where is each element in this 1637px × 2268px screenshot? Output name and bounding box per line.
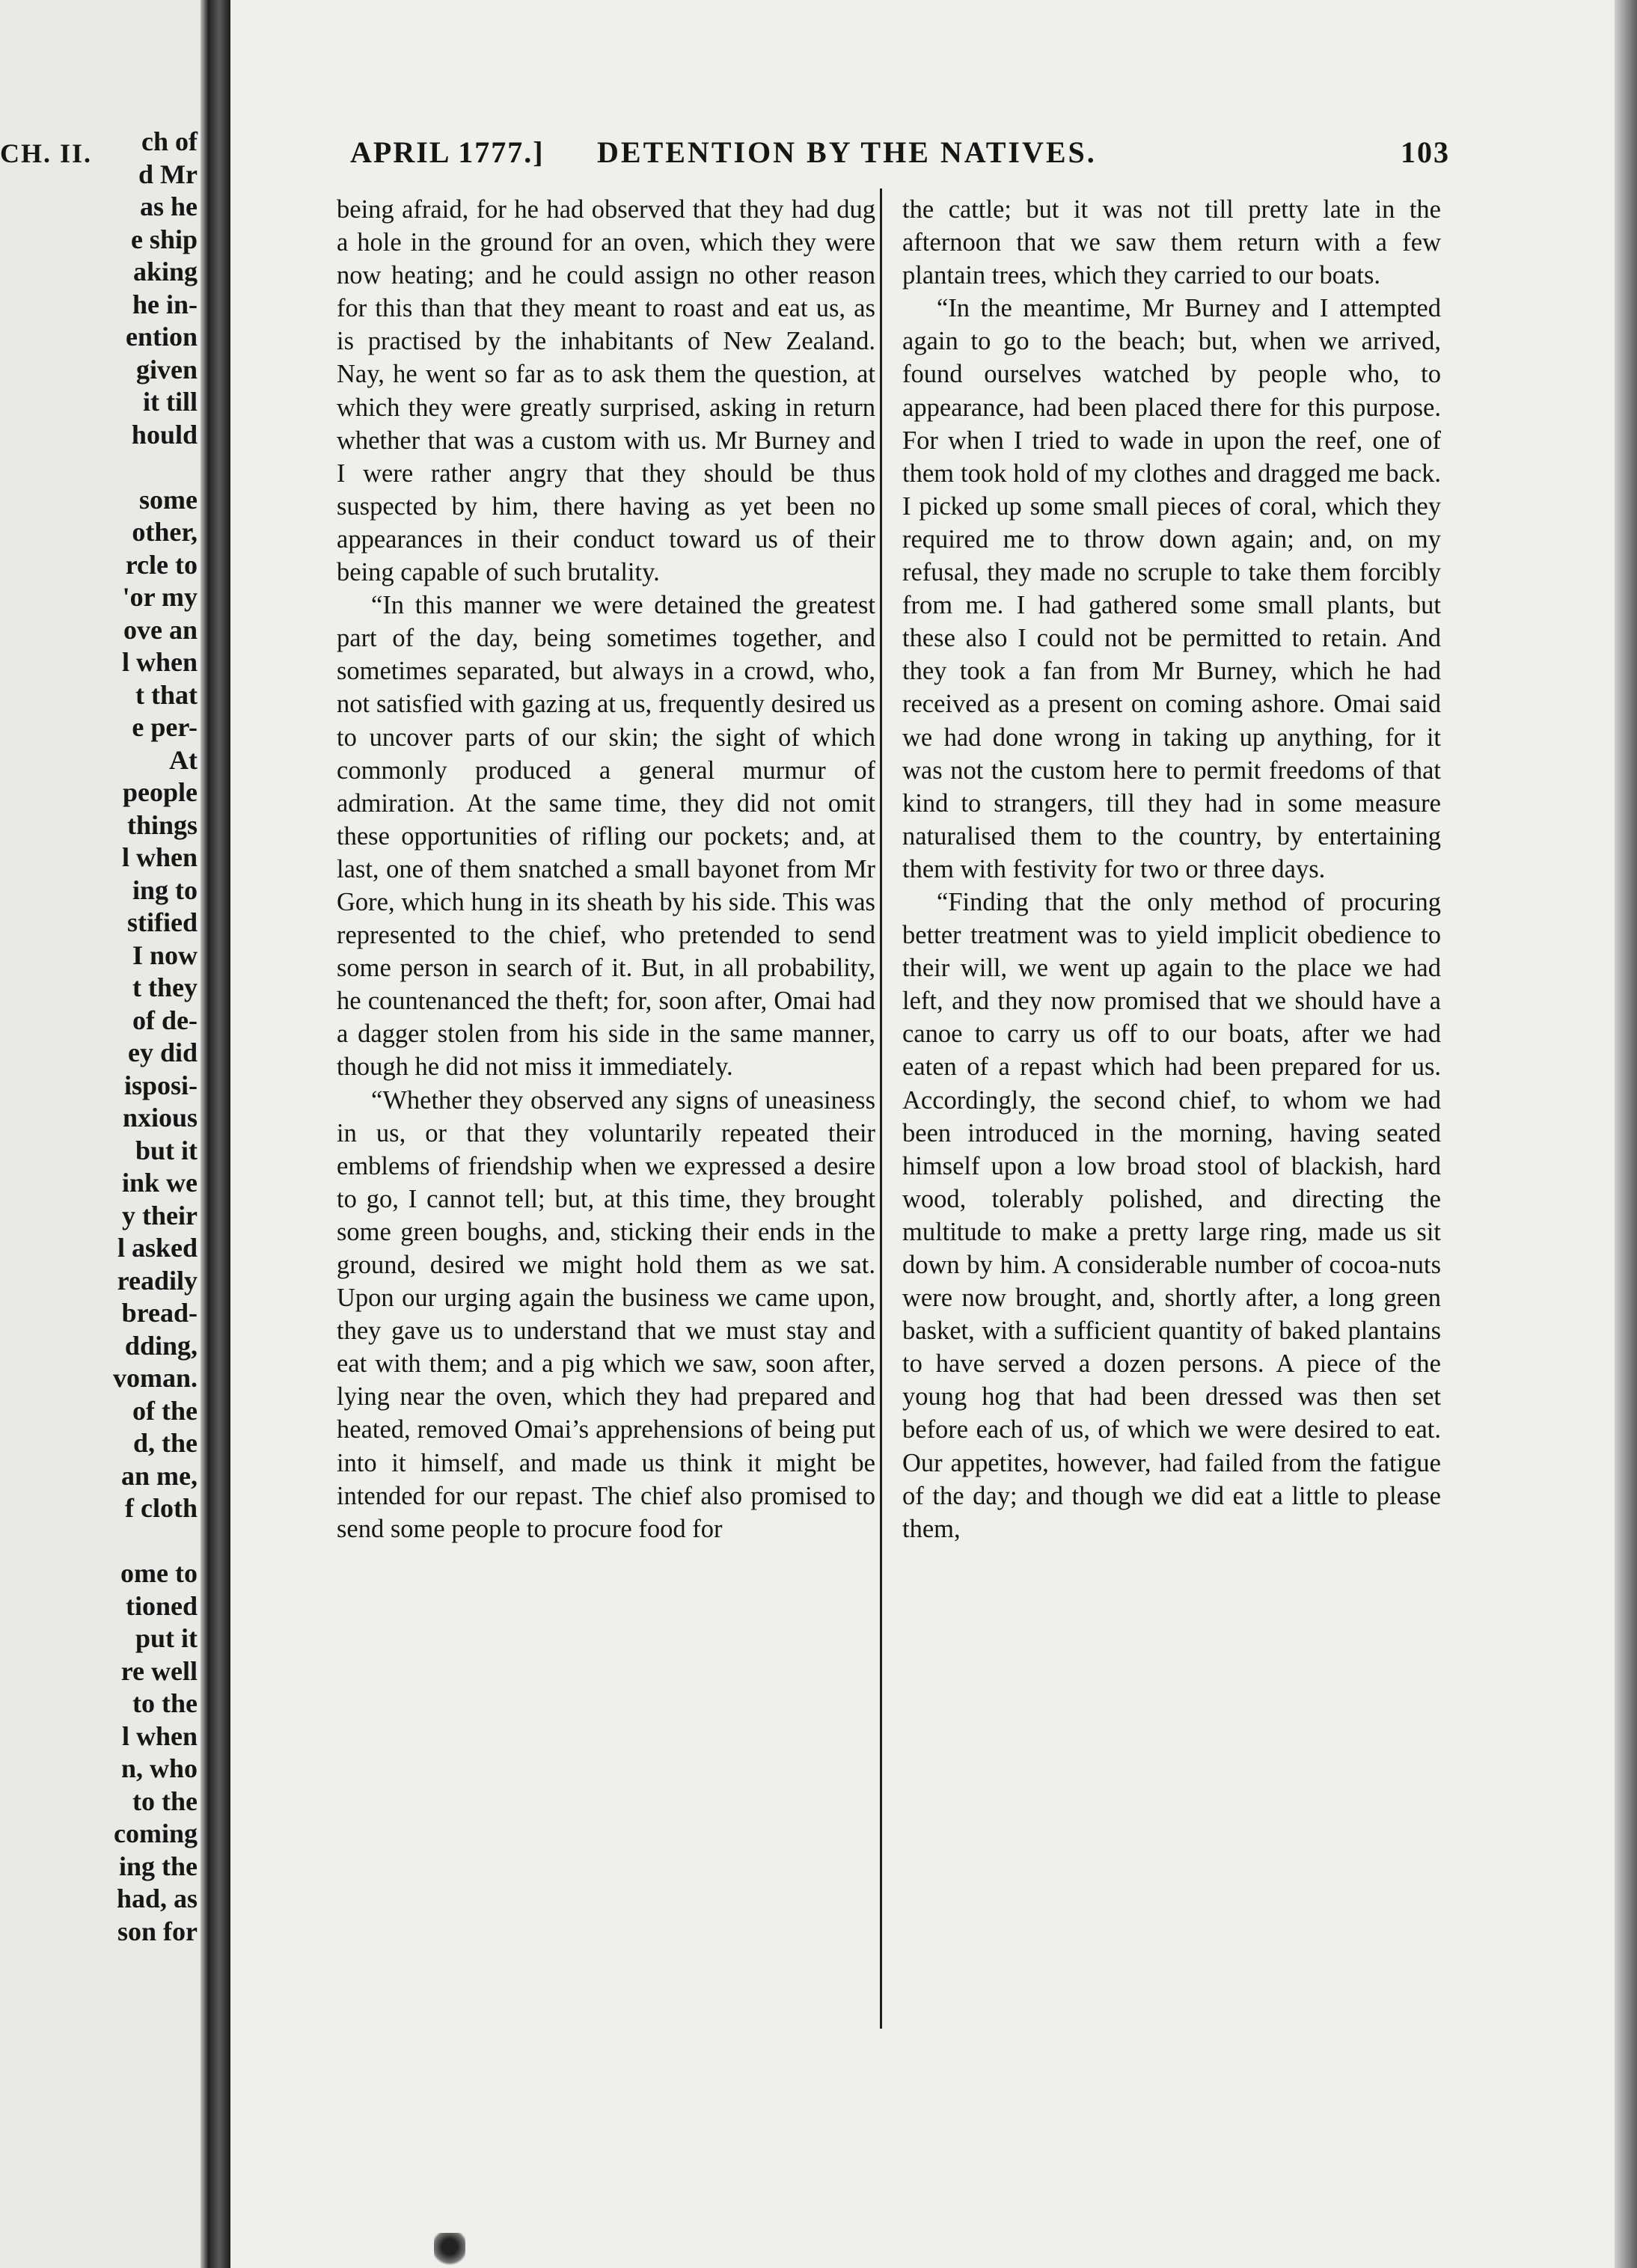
facing-page-line: readily <box>117 1265 198 1296</box>
facing-page-line: of de- <box>132 1005 198 1035</box>
facing-page-line: 'or my <box>122 582 198 612</box>
facing-page-line: ing to <box>132 874 198 905</box>
facing-page-line <box>113 451 198 484</box>
paragraph: “In this manner we were detained the greatest part of the day, being sometimes together, and sometimes separated, but always in a crowd, who, not satisfied with gazing at us, frequently desired us to uncover parts of our skin; the sight of which commonly produced a general murmur of admiration. At the same time, they did not omit these opportunities of rifling our pockets; and, at last, one of them snatched a small bayonet from Mr Gore, which hung in its sheath by his side. This was represented to the chief, who pretended to send some person in search of it. But, in all probability, he countenanced the theft; for, soon after, Omai had a dagger stolen from his side in the same manner, though he did not miss it immediately. <box>337 591 875 1082</box>
facing-page-line: ove an <box>123 614 198 645</box>
paragraph: “In the meantime, Mr Burney and I attempted again to go to the beach; but, when we arrived, found ourselves watched by people who, to appearance, had been placed there for this purpose. For when I tried to wade in upon the reef, one of them took hold of my clothes and dragged me back. I picked up some small pieces of coral, which they required me to throw down again; and, on my refusal, they made no scruple to take them forcibly from me. I had gathered some small plants, but these also I could not be permitted to retain. And they took a fan from Mr Burney, which he had received as a present on coming ashore. Omai said we had done wrong in taking up anything, for it was not the custom here to permit freedoms of that kind to strangers, till they had in some measure naturalised them to the country, by entertaining them with festivity for two or three days. <box>902 294 1441 883</box>
facing-page-line: ch of <box>141 126 198 156</box>
book-gutter <box>208 0 230 2268</box>
facing-page-line: e ship <box>130 224 198 254</box>
facing-page-line: ing the <box>118 1851 198 1881</box>
facing-page-line: t they <box>132 972 198 1002</box>
facing-page-line: stified <box>127 907 198 937</box>
facing-page-line: ention <box>125 322 198 352</box>
facing-page-line <box>113 1525 198 1558</box>
facing-page-line: d, the <box>132 1428 198 1458</box>
facing-page-fragments <box>113 126 198 1948</box>
facing-page-line: y their <box>122 1200 198 1230</box>
facing-page-line: bread- <box>121 1298 198 1328</box>
facing-page-line: e per- <box>132 712 198 742</box>
column-divider <box>880 189 882 2029</box>
facing-page-line: an me, <box>121 1460 198 1491</box>
facing-page-line: voman. <box>112 1363 198 1393</box>
facing-page-line: f cloth <box>125 1493 198 1523</box>
facing-page-line: hould <box>131 419 198 450</box>
facing-page-line: had, as <box>116 1884 198 1913</box>
facing-page-line: ey did <box>127 1038 198 1067</box>
facing-page-line: isposi- <box>123 1070 198 1100</box>
facing-page-line: son for <box>117 1916 198 1946</box>
facing-page-line: At <box>169 744 198 775</box>
facing-page-line: people <box>122 777 198 807</box>
facing-page-line: l when <box>121 647 198 677</box>
facing-page-line: as he <box>139 191 198 221</box>
facing-page-line: t that <box>135 679 198 710</box>
facing-page-line: it till <box>143 387 198 417</box>
facing-page-line: to the <box>132 1688 198 1718</box>
running-head-title: DETENTION BY THE NATIVES. <box>597 135 1097 169</box>
facing-page-line: other, <box>132 517 198 547</box>
facing-page-line: ome to <box>120 1558 198 1588</box>
running-head <box>350 135 1450 175</box>
facing-page-shadow <box>201 0 208 2268</box>
facing-page-line: l when <box>121 842 198 872</box>
running-head-date: APRIL 1777.] <box>350 135 545 169</box>
facing-page-line: l asked <box>117 1233 198 1263</box>
facing-page-line: aking <box>132 257 198 286</box>
facing-page-line: rcle to <box>125 549 198 580</box>
paragraph: the cattle; but it was not till pretty late in the afternoon that we saw them return with a few plantain trees, which they carried to our boats. <box>902 195 1441 290</box>
facing-page-line: tioned <box>125 1590 198 1621</box>
page-number: 103 <box>1401 135 1450 169</box>
facing-page-line: I now <box>132 940 198 970</box>
facing-page-line: nxious <box>122 1103 198 1133</box>
scan-mark <box>434 2233 465 2268</box>
facing-page-line: dding, <box>124 1330 198 1361</box>
facing-page-line: he in- <box>132 289 198 319</box>
facing-page-line: but it <box>135 1135 198 1165</box>
facing-page-line: put it <box>135 1623 198 1653</box>
facing-page-line: given <box>135 354 198 384</box>
facing-page-line: ink we <box>121 1168 198 1198</box>
facing-page-line: coming <box>114 1818 198 1848</box>
facing-page-line: re well <box>120 1655 198 1686</box>
facing-page-edge <box>0 0 208 2268</box>
facing-page-line: things <box>126 809 198 840</box>
text-column-right <box>902 193 1441 1545</box>
facing-page-line: of the <box>132 1395 198 1426</box>
paragraph: “Finding that the only method of procuring better treatment was to yield implicit obedience to their will, we went up again to the place we had left, and they now promised that we should have a canoe to carry us off to our boats, after we had eaten of a repast which had been prepared for us. Accordingly, the second chief, to whom we had been introduced in the morning, having seated himself upon a low broad stool of blackish, hard wood, tolerably polished, and directing the multitude to make a pretty large ring, made us sit down by him. A considerable number of cocoa-nuts were now brought, and, shortly after, a long green basket, with a sufficient quantity of baked plantains to have served a dozen persons. A piece of the young hog that had been dressed was then set before each of us, of which we were desired to eat. Our appetites, however, had failed from the fatigue of the day; and though we did eat a little to please them, <box>902 887 1441 1543</box>
facing-page-line: d Mr <box>138 159 198 189</box>
text-column-left <box>337 193 875 1545</box>
paragraph: “Whether they observed any signs of uneasiness in us, or that they voluntarily repeated their emblems of friendship when we expressed a desire to go, I cannot tell; but, at this time, they brought some green boughs, and, sticking their ends in the ground, desired we might hold them as we sat. Upon our urging again the business we came upon, they gave us to understand that we must stay and eat with them; and a pig which we saw, soon after, lying near the oven, which they had prepared and heated, removed Omai’s apprehensions of being put into it himself, and made us think it might be intended for our repast. The chief also promised to send some people to procure food for <box>337 1085 875 1543</box>
page-edge-right <box>1615 0 1637 2268</box>
facing-page-line: some <box>139 484 198 515</box>
facing-page-line: n, who <box>120 1753 198 1783</box>
paragraph: being afraid, for he had observed that they had dug a hole in the ground for an oven, which they were now heating; and he could assign no other reason for this than that they meant to roast and eat us, as is practised by the inhabitants of New Zealand. Nay, he went so far as to ask them the question, at which they were greatly surprised, asking in return whether that was a custom with us. Mr Burney and I were rather angry that they should be thus suspected by him, there having as yet been no appearances in their conduct toward us of their being capable of such brutality. <box>337 195 875 587</box>
facing-chapter-head: CH. II. <box>0 138 93 168</box>
facing-page-line: to the <box>132 1786 198 1816</box>
facing-page-line: l when <box>121 1720 198 1751</box>
book-page <box>230 0 1615 2268</box>
